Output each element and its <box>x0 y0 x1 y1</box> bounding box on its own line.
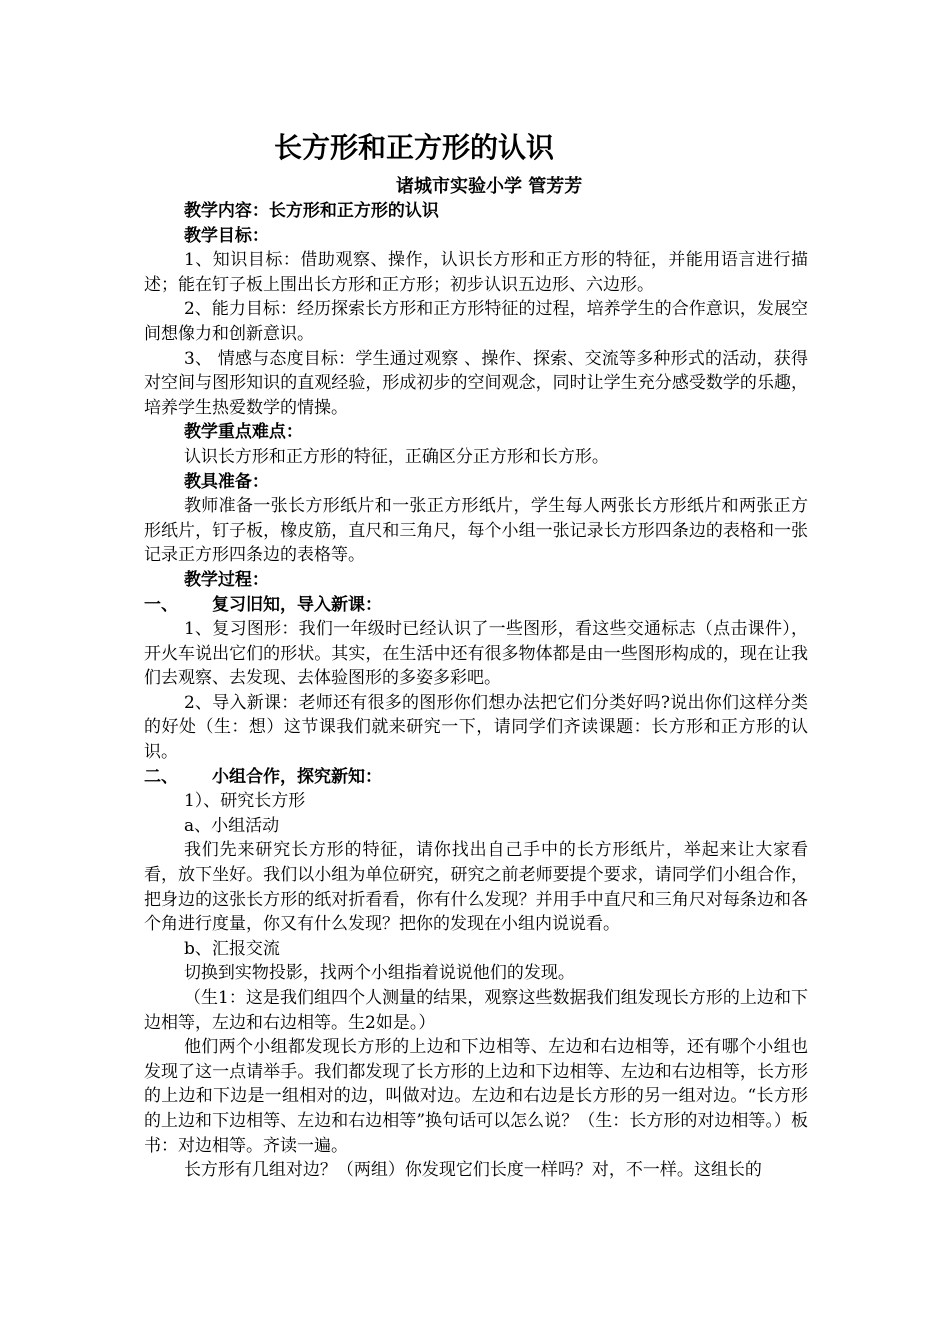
section-2-heading <box>144 765 808 790</box>
section-2-sub1: 1）、研究长方形 <box>183 791 306 812</box>
section-2-activity-text: 我们先来研究长方形的特征，请你找出自己手中的长方形纸片，举起来让大家看看，放下坐好。我们以小组为单位研究，研究之前老师要提个要求，请同学们小组合作，把身边的这张长方形的纸对折看看，你有什么发现？并用手中直尺和三角尺对每条边和各个角进行度量，你又有什么发现？把你的发现在小组内说说看。 <box>144 840 808 935</box>
section-2-title: 小组合作，探究新知： <box>212 766 382 787</box>
section-1-heading <box>144 593 808 618</box>
key-points-text: 认识长方形和正方形的特征，正确区分正方形和长方形。 <box>183 446 609 467</box>
key-points-heading: 教学重点难点： <box>183 422 303 443</box>
teaching-tools-text: 教师准备一张长方形纸片和一张正方形纸片，学生每人两张长方形纸片和两张正方形纸片，钉子板，橡皮筋，直尺和三角尺，每个小组一张记录长方形四条边的表格和一张记录正方形四条边的表格等。 <box>144 496 808 566</box>
section-1-title: 复习旧知，导入新课： <box>212 594 382 615</box>
section-1-intro: 2、导入新课：老师还有很多的图形你们想办法把它们分类好吗?说出你们这样分类的好处（生：想）这节课我们就来研究一下，请同学们齐读课题：长方形和正方形的认识。 <box>144 692 808 763</box>
section-2-report-4: 长方形有几组对边？（两组）你发现它们长度一样吗？对，不一样。这组长的 <box>183 1160 762 1181</box>
section-2-report-2: （生1：这是我们组四个人测量的结果，观察这些数据我们组发现长方形的上边和下边相等，左边和右边相等。生2如是。） <box>144 988 808 1033</box>
section-2-activity-b: b、汇报交流 <box>183 938 280 959</box>
teaching-tools-heading: 教具准备： <box>183 471 269 492</box>
document-body <box>144 199 808 1183</box>
document-title: 长方形和正方形的认识 <box>274 131 555 164</box>
goal-emotion: 3、 情感与态度目标：学生通过观察 、操作、探索、交流等多种形式的活动，获得对空间与图形知识的直观经验，形成初步的空间观念，同时让学生充分感受数学的乐趣，培养学生热爱数学的情操。 <box>144 348 808 418</box>
section-2-report-1: 切换到实物投影，找两个小组指着说说他们的发现。 <box>183 963 575 984</box>
goal-ability: 2、能力目标：经历探索长方形和正方形特征的过程，培养学生的合作意识，发展空间想像力和创新意识。 <box>144 299 808 344</box>
author-line: 诸城市实验小学 管芳芳 <box>396 176 583 197</box>
goal-knowledge: 1、知识目标：借助观察、操作，认识长方形和正方形的特征，并能用语言进行描述；能在钉子板上围出长方形和正方形；初步认识五边形、六边形。 <box>144 250 808 295</box>
teaching-process-heading: 教学过程： <box>183 569 269 590</box>
teaching-content-heading: 教学内容：长方形和正方形的认识 <box>183 201 439 221</box>
section-2-number: 二、 <box>144 766 178 787</box>
section-2-activity-a: a、小组活动 <box>183 815 280 836</box>
teaching-goals-heading: 教学目标： <box>183 225 269 246</box>
section-2-report-3: 他们两个小组都发现长方形的上边和下边相等、左边和右边相等，还有哪个小组也发现了这一点请举手。我们都发现了长方形的上边和下边相等、左边和右边相等，长方形的上边和下边是一组相对的边，叫做对边。左边和右边是长方形的另一组对边。“长方形的上边和下边相等、左边和右边相等”换句话可以怎么说？（生：长方形的对边相等。）板书：对边相等。齐读一遍。 <box>144 1037 808 1156</box>
section-1-review: 1、复习图形：我们一年级时已经认识了一些图形，看这些交通标志（点击课件），开火车说出它们的形状。其实，在生活中还有很多物体都是由一些图形构成的，现在让我们去观察、去发现、去体验图形的多姿多彩吧。 <box>144 619 808 689</box>
section-1-number: 一、 <box>144 594 178 615</box>
